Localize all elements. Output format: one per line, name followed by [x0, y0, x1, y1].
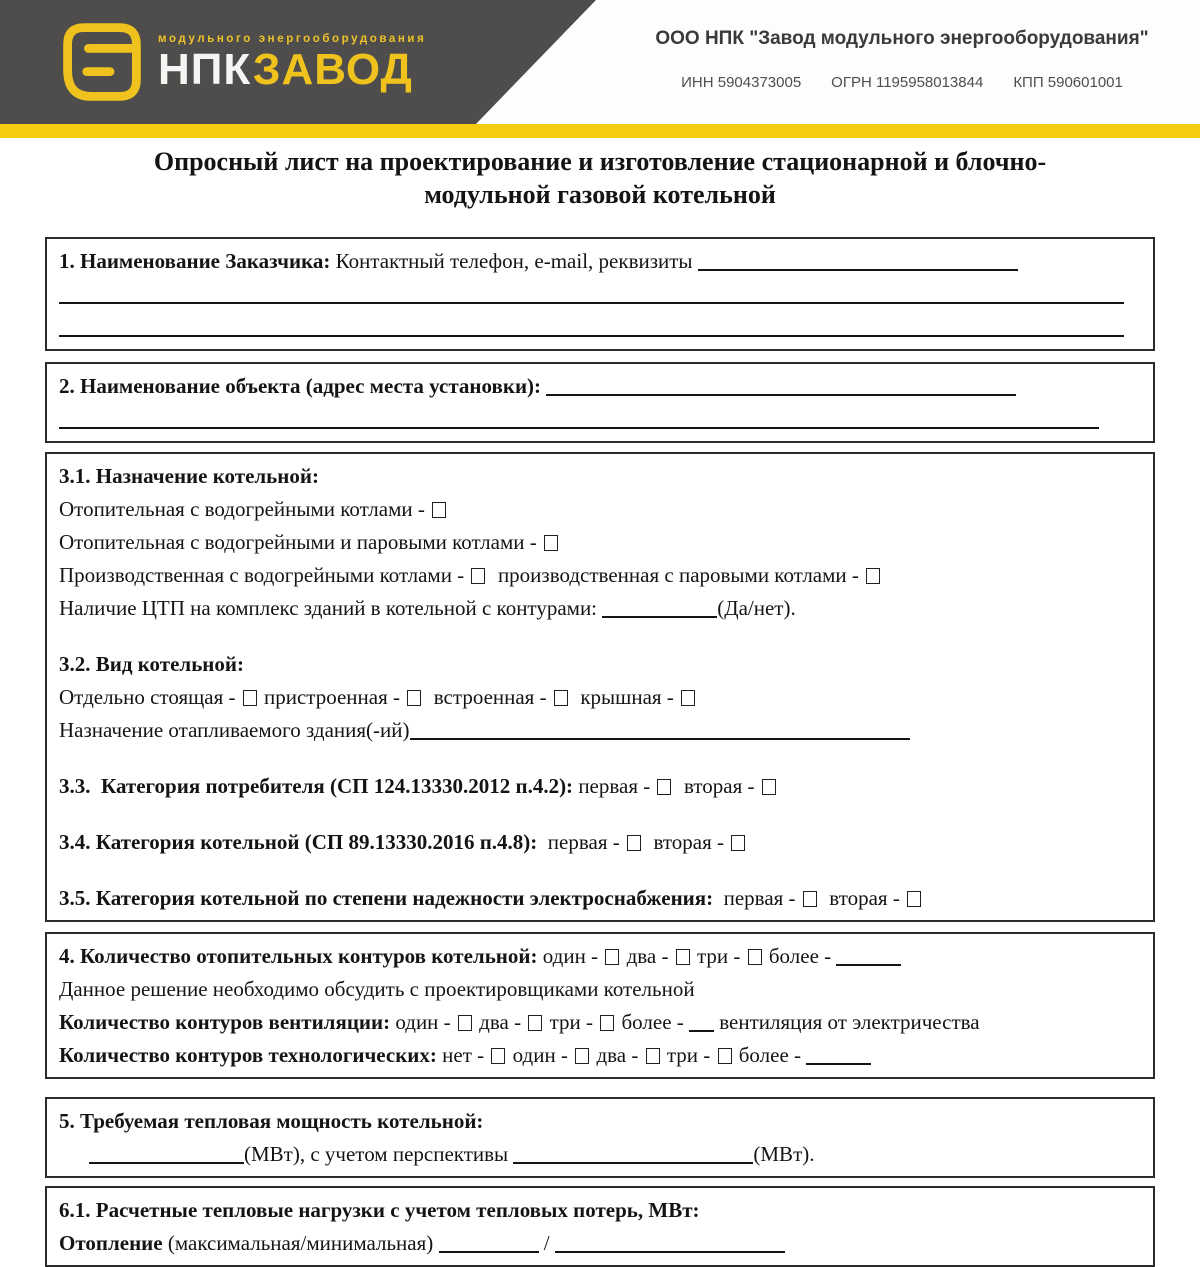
form-line [59, 245, 1141, 278]
text-run: (МВт), с учетом перспективы [244, 1142, 514, 1166]
checkbox[interactable] [681, 690, 695, 706]
form-line [59, 882, 1141, 915]
questionnaire-form [0, 237, 1200, 1267]
text-run: Отдельно стоящая - [59, 685, 241, 709]
fill-in-blank[interactable] [89, 1150, 244, 1164]
form-line [59, 559, 1141, 592]
text-run: один - [542, 944, 604, 968]
fill-in-blank[interactable] [59, 323, 1124, 337]
text-run: один - [395, 1010, 456, 1034]
text-run: Количество контуров технологических: [59, 1043, 443, 1067]
text-run: более - [616, 1010, 690, 1034]
text-run: более - [763, 944, 837, 968]
checkbox[interactable] [471, 568, 485, 584]
checkbox[interactable] [762, 779, 776, 795]
checkbox[interactable] [243, 690, 257, 706]
text-run: три - [661, 1043, 716, 1067]
page-title-line1: Опросный лист на проектирование и изготовление стационарной и блочно- [153, 147, 1047, 176]
fill-in-blank[interactable] [689, 1018, 714, 1032]
fill-in-blank[interactable] [410, 726, 910, 740]
checkbox[interactable] [646, 1048, 660, 1064]
logo-tagline: модульного энергооборудования [158, 32, 427, 45]
text-run: Данное решение необходимо обсудить с проектировщиками котельной [59, 977, 695, 1001]
checkbox[interactable] [907, 891, 921, 907]
form-line [59, 1006, 1141, 1039]
text-run: производственная с паровыми котлами - [487, 563, 865, 587]
form-line [59, 1039, 1141, 1072]
text-run: более - [733, 1043, 807, 1067]
company-info [612, 28, 1192, 91]
text-run: три - [691, 944, 746, 968]
fill-in-blank[interactable] [836, 952, 901, 966]
text-run: крышная - [569, 685, 680, 709]
form-line [59, 460, 1141, 493]
text-run: вентиляция от электричества [714, 1010, 980, 1034]
text-run: 3.1. Назначение котельной: [59, 464, 319, 488]
section-5-power [45, 1097, 1155, 1178]
checkbox[interactable] [731, 835, 745, 851]
checkbox[interactable] [676, 949, 690, 965]
text-run: вторая - [642, 830, 730, 854]
checkbox[interactable] [600, 1015, 614, 1031]
form-line [59, 370, 1141, 403]
company-ogrn: ОГРН 1195958013844 [831, 74, 984, 91]
text-run: Отопление [59, 1231, 168, 1255]
form-line [59, 311, 1141, 344]
form-line [59, 592, 1141, 625]
text-run: один - [507, 1043, 574, 1067]
logo-name [158, 44, 426, 94]
page-header [0, 0, 1200, 124]
text-run: 3.2. Вид котельной: [59, 652, 244, 676]
text-run: Отопительная с водогрейными и паровыми котлами - [59, 530, 542, 554]
checkbox[interactable] [554, 690, 568, 706]
section-1-customer [45, 237, 1155, 351]
company-registration-ids [612, 74, 1192, 91]
checkbox[interactable] [575, 1048, 589, 1064]
checkbox[interactable] [407, 690, 421, 706]
form-line [59, 493, 1141, 526]
text-run: два - [473, 1010, 527, 1034]
logo-text [158, 33, 426, 92]
company-kpp: КПП 590601001 [1013, 74, 1123, 91]
logo-name-npk: НПК [158, 44, 253, 94]
page-title-line2: модульной газовой котельной [424, 180, 776, 209]
text-run: три - [544, 1010, 599, 1034]
checkbox[interactable] [432, 502, 446, 518]
checkbox[interactable] [528, 1015, 542, 1031]
logo-a-icon [62, 22, 142, 102]
section-6-heat-loads [45, 1186, 1155, 1267]
fill-in-blank[interactable] [59, 415, 1099, 429]
fill-in-blank[interactable] [806, 1051, 871, 1065]
form-line [59, 1105, 1141, 1138]
text-run: вторая - [673, 774, 760, 798]
checkbox[interactable] [748, 949, 762, 965]
company-name: ООО НПК "Завод модульного энергооборудования" [655, 28, 1149, 49]
text-run: 6.1. Расчетные тепловые нагрузки с учетом тепловых потерь, МВт: [59, 1198, 700, 1222]
fill-in-blank[interactable] [513, 1150, 753, 1164]
form-line [59, 648, 1141, 681]
text-run: первая - [578, 774, 656, 798]
page-title [0, 138, 1200, 211]
form-line [59, 403, 1141, 436]
text-run: вторая - [818, 886, 906, 910]
logo-name-zavod: ЗАВОД [252, 44, 413, 94]
checkbox[interactable] [627, 835, 641, 851]
checkbox[interactable] [491, 1048, 505, 1064]
checkbox[interactable] [544, 535, 558, 551]
section-2-object [45, 362, 1155, 443]
checkbox[interactable] [866, 568, 880, 584]
form-line [59, 1138, 1141, 1171]
text-run: 5. Требуемая тепловая мощность котельной: [59, 1109, 484, 1133]
text-run: (максимальная/минимальная) [167, 1231, 439, 1255]
company-logo [62, 22, 426, 102]
text-run: (МВт). [753, 1142, 815, 1166]
text-run: Отопительная с водогрейными котлами - [59, 497, 431, 521]
form-line [59, 714, 1141, 747]
text-run: первая - [718, 886, 801, 910]
text-run: первая - [542, 830, 625, 854]
text-run: Наличие ЦТП на комплекс зданий в котельной с контурами: [59, 596, 603, 620]
form-line [59, 1194, 1141, 1227]
text-run: Производственная с водогрейными котлами - [59, 563, 470, 587]
text-run: / [538, 1231, 555, 1255]
checkbox[interactable] [803, 891, 817, 907]
text-run: 3.5. Категория котельной по степени надежности электроснабжения: [59, 886, 719, 910]
form-line [59, 1227, 1141, 1260]
text-run: 4. Количество отопительных контуров котельной: [59, 944, 543, 968]
yellow-divider [0, 124, 1200, 138]
text-run: Контактный телефон, e-mail, реквизиты [335, 249, 698, 273]
text-run: 3.3. Категория потребителя (СП 124.13330.2012 п.4.2): [59, 774, 579, 798]
text-run: (Да/нет). [717, 596, 796, 620]
form-line [59, 278, 1141, 311]
form-line [59, 973, 1141, 1006]
fill-in-blank[interactable] [555, 1239, 785, 1253]
form-line [59, 940, 1141, 973]
text-run: 1. Наименование Заказчика: [59, 249, 336, 273]
checkbox[interactable] [605, 949, 619, 965]
text-run: встроенная - [423, 685, 552, 709]
form-line [59, 770, 1141, 803]
checkbox[interactable] [458, 1015, 472, 1031]
form-line [59, 681, 1141, 714]
text-run: два - [621, 944, 674, 968]
fill-in-blank[interactable] [698, 257, 1018, 271]
checkbox[interactable] [718, 1048, 732, 1064]
section-3-boiler-specs [45, 452, 1155, 922]
text-run: Количество контуров вентиляции: [59, 1010, 396, 1034]
fill-in-blank[interactable] [439, 1239, 539, 1253]
company-inn: ИНН 5904373005 [681, 74, 802, 91]
fill-in-blank[interactable] [602, 604, 717, 618]
text-run: два - [591, 1043, 644, 1067]
text-run: 2. Наименование объекта (адрес места установки): [59, 374, 547, 398]
section-4-circuits [45, 932, 1155, 1079]
form-line [59, 826, 1141, 859]
fill-in-blank[interactable] [546, 382, 1016, 396]
form-line [59, 526, 1141, 559]
checkbox[interactable] [657, 779, 671, 795]
text-run: пристроенная - [258, 685, 406, 709]
text-run: 3.4. Категория котельной (СП 89.13330.2016 п.4.8): [59, 830, 543, 854]
fill-in-blank[interactable] [59, 290, 1124, 304]
text-run: нет - [442, 1043, 490, 1067]
text-run: Назначение отапливаемого здания(-ий) [59, 718, 410, 742]
